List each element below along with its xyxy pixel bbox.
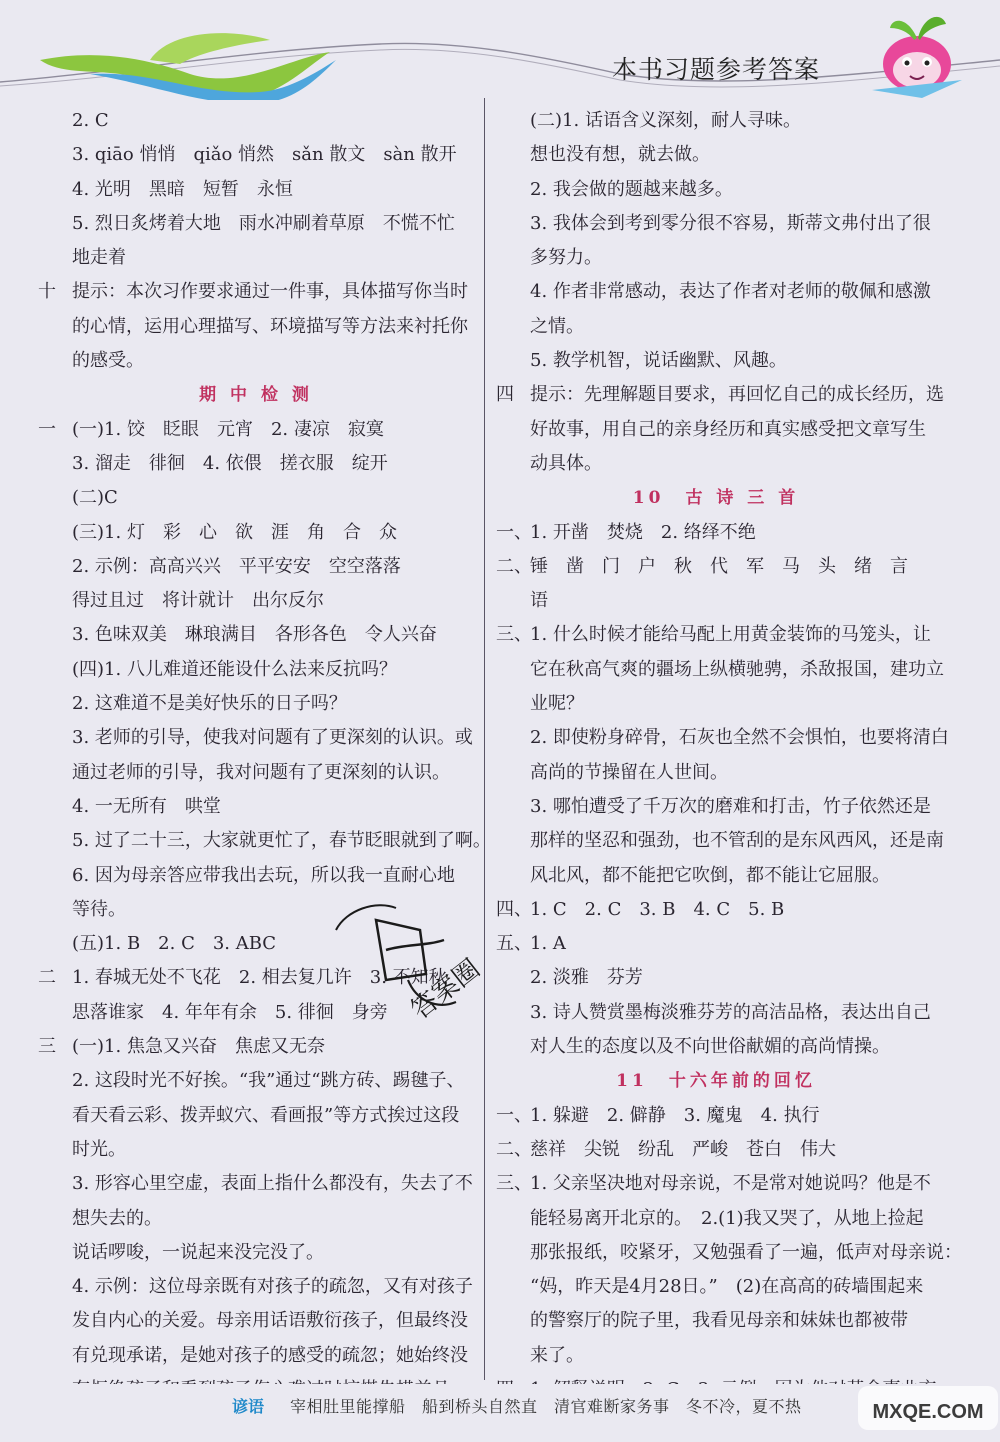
stamp-text: 答案圈 [405, 953, 486, 1026]
answer-line [496, 893, 936, 927]
answer-text: 时光。 [72, 1138, 126, 1160]
answer-line [496, 790, 936, 824]
answer-text: 4. 示例：这位母亲既有对孩子的疏忽，又有对孩子 [72, 1276, 473, 1298]
answer-line [38, 618, 474, 652]
answer-text: 锤 凿 门 户 秋 代 军 马 头 绪 言 [530, 555, 908, 577]
answer-line [38, 207, 474, 241]
answer-line [496, 173, 936, 207]
answer-text: 3. 形容心里空虚，表面上指什么都没有，失去了不 [72, 1173, 473, 1195]
answer-line [496, 138, 936, 172]
answer-line [38, 687, 474, 721]
question-number: 四 [496, 384, 514, 406]
answer-text: 那张报纸，咬紧牙，又勉强看了一遍，低声对母亲说： [530, 1241, 962, 1263]
section-heading: 期 中 检 测 [199, 385, 313, 406]
answer-text: 多努力。 [530, 247, 602, 269]
answer-text: 有兑现承诺，是她对孩子的感受的疏忽；她始终没 [72, 1344, 468, 1366]
answer-text: 1. A [530, 933, 566, 955]
answer-text: 思落谁家 4. 年年有余 5. 徘徊 身旁 [72, 1001, 388, 1023]
radish-mascot-icon [862, 6, 972, 101]
answer-text: 想也没有想，就去做。 [530, 144, 710, 166]
answer-text: 2. 这段时光不好挨。“我”通过“跳方砖、踢毽子、 [72, 1070, 465, 1092]
section-heading: 10 古 诗 三 首 [632, 488, 800, 509]
answer-line [496, 207, 936, 241]
answer-text: 语 [530, 590, 548, 612]
answer-line [496, 516, 936, 550]
answer-line [496, 721, 949, 755]
answer-line [496, 378, 944, 412]
answer-line [496, 961, 936, 995]
question-number: 一、 [496, 521, 532, 543]
answer-line [496, 413, 936, 447]
answer-text: 地走着 [72, 247, 126, 269]
watermark-text: MXQE.COM [872, 1401, 984, 1423]
answer-text: 3. 色味双美 琳琅满目 各形各色 令人兴奋 [72, 624, 437, 646]
answer-text: 4. 光明 黑暗 短暂 永恒 [72, 178, 293, 200]
answer-text: 之情。 [530, 315, 584, 337]
answer-line [496, 1339, 936, 1373]
answer-text: 1. 躲避 2. 僻静 3. 魔鬼 4. 执行 [530, 1104, 820, 1126]
answer-line [38, 447, 474, 481]
answer-text: (一)1. 饺 眨眼 元宵 2. 凄凉 寂寞 [72, 418, 384, 440]
answer-text: 1. 什么时候才能给马配上用黄金装饰的马笼头，让 [530, 624, 931, 646]
answer-text: 1. 父亲坚决地对母亲说，不是常对她说吗？他是不 [530, 1173, 931, 1195]
answer-line [496, 687, 936, 721]
answer-line [38, 584, 474, 618]
answer-line [38, 516, 474, 550]
answer-text: 2. C [72, 110, 109, 131]
question-number: 二 [38, 967, 56, 989]
answer-text: 能轻易离开北京的。 2.(1)我又哭了，从地上捡起 [530, 1207, 924, 1229]
answer-text: 3. 我体会到考到零分很不容易，斯蒂文弗付出了很 [530, 212, 931, 234]
page-header [0, 0, 1000, 100]
answer-text: 5. 烈日炙烤着大地 雨水冲刷着草原 不慌不忙 [72, 212, 455, 234]
answer-line [496, 1030, 936, 1064]
answer-line [38, 756, 474, 790]
answer-line [496, 1202, 936, 1236]
answer-line [496, 550, 936, 584]
answer-line [496, 241, 936, 275]
answer-line [496, 1099, 936, 1133]
question-number: 三、 [496, 624, 532, 646]
question-number: 二、 [496, 1138, 532, 1160]
answer-text: (五)1. B 2. C 3. ABC [72, 933, 277, 955]
answer-text: 看天看云彩、拨弄蚁穴、看画报”等方式挨过这段 [72, 1104, 460, 1126]
answer-text: 2. 这难道不是美好快乐的日子吗？ [72, 693, 347, 715]
answer-text: 得过且过 将计就计 出尔反尔 [72, 590, 324, 612]
answer-text: 好故事，用自己的亲身经历和真实感受把文章写生 [530, 418, 926, 440]
answer-line [38, 1064, 474, 1098]
answer-text: 2. 淡雅 芬芳 [530, 967, 643, 989]
answer-line [38, 344, 474, 378]
footer-proverbs: 宰相肚里能撑船 船到桥头自然直 清官难断家务事 冬不冷，夏不热 [290, 1397, 802, 1416]
answer-text: 1. C 2. C 3. B 4. C 5. B [530, 898, 785, 920]
answer-text: 3. 溜走 徘徊 4. 依偎 搓衣服 绽开 [72, 452, 388, 474]
answer-line [38, 413, 474, 447]
answer-text: 动具体。 [530, 452, 602, 474]
answer-stamp [316, 890, 486, 1030]
answer-text: 想失去的。 [72, 1207, 162, 1229]
answer-line [496, 104, 936, 138]
column-divider [484, 98, 485, 1380]
answer-line [38, 550, 474, 584]
answer-text: 3. 老师的引导，使我对问题有了更深刻的认识。或 [72, 727, 473, 749]
answer-line [38, 310, 474, 344]
answer-line [38, 1099, 474, 1133]
answer-line [496, 824, 944, 858]
answer-line [38, 173, 474, 207]
answer-line [496, 618, 936, 652]
answer-text: 2. 示例：高高兴兴 平平安安 空空落落 [72, 555, 401, 577]
answer-line [38, 859, 474, 893]
answer-text: 3. 诗人赞赏墨梅淡雅芬芳的高洁品格，表达出自己 [530, 1001, 931, 1023]
answer-text: 2. 我会做的题越来越多。 [530, 178, 733, 200]
answer-line [38, 1133, 474, 1167]
ribbon-decoration [0, 0, 1000, 100]
answer-line [38, 104, 474, 138]
answer-line [496, 859, 936, 893]
section-heading: 11 十六年前的回忆 [616, 1071, 816, 1092]
answer-text: “妈，昨天是4月28日。” (2)在高高的砖墙围起来 [530, 1276, 924, 1298]
answer-line [496, 1270, 936, 1304]
question-number: 四、 [496, 898, 532, 920]
footer-proverb-tag: 谚语 [232, 1397, 265, 1416]
left-column [38, 104, 491, 1442]
answer-line [38, 790, 474, 824]
answer-line [38, 241, 474, 275]
question-number: 十 [38, 281, 56, 303]
answer-line [38, 275, 474, 309]
answer-text: 说话啰唆，一说起来没完没了。 [72, 1241, 324, 1263]
answer-text: 高尚的节操留在人世间。 [530, 761, 728, 783]
answer-line [496, 653, 944, 687]
answer-line [496, 1167, 936, 1201]
answer-line [496, 584, 936, 618]
answer-text: 风北风，都不能把它吹倒，都不能让它屈服。 [530, 864, 890, 886]
answer-text: 业呢？ [530, 693, 584, 715]
answer-line [496, 1133, 936, 1167]
answer-text: (一)1. 焦急又兴奋 焦虑又无奈 [72, 1036, 325, 1058]
question-number: 一 [38, 418, 56, 440]
answer-line [496, 275, 936, 309]
answer-text: 通过老师的引导，我对问题有了更深刻的认识。 [72, 761, 450, 783]
answer-line [496, 996, 936, 1030]
answer-text: 提示：本次习作要求通过一件事，具体描写你当时 [72, 281, 468, 303]
answer-line [38, 1339, 474, 1373]
answer-text: 的警察厅的院子里，我看见母亲和妹妹也都被带 [530, 1310, 908, 1332]
question-number: 三 [38, 1036, 56, 1058]
answer-text: (二)1. 话语含义深刻，耐人寻味。 [530, 110, 801, 131]
answer-line [496, 1304, 936, 1338]
question-number: 三、 [496, 1173, 532, 1195]
answer-text: 1. 春城无处不飞花 2. 相去复几许 3. 不知秋 [72, 967, 447, 989]
answer-text: 等待。 [72, 898, 126, 920]
question-number: 一、 [496, 1104, 532, 1126]
answer-text: (三)1. 灯 彩 心 欲 涯 角 合 众 [72, 521, 397, 543]
answer-text: 1. 开凿 焚烧 2. 络绎不绝 [530, 521, 756, 543]
watermark-logo [856, 1380, 1000, 1437]
answer-line [496, 310, 936, 344]
answer-line [38, 653, 474, 687]
answer-text: 6. 因为母亲答应带我出去玩，所以我一直耐心地 [72, 864, 455, 886]
answer-text: 4. 作者非常感动，表达了作者对老师的敬佩和感激 [530, 281, 931, 303]
answer-line [38, 138, 474, 172]
answer-line [496, 927, 936, 961]
question-number: 五、 [496, 933, 532, 955]
answer-text: 那样的坚忍和强劲，也不管刮的是东风西风，还是南 [530, 830, 944, 852]
answer-text: 提示：先理解题目要求，再回忆自己的成长经历，选 [530, 384, 944, 406]
answer-text: 来了。 [530, 1344, 584, 1366]
answer-text: 5. 过了二十三，大家就更忙了，春节眨眼就到了啊。 [72, 830, 491, 852]
answer-text: 2. 即使粉身碎骨，石灰也全然不会惧怕，也要将清白 [530, 727, 949, 749]
question-number: 二、 [496, 555, 532, 577]
answer-line [38, 1236, 474, 1270]
answer-line [496, 756, 936, 790]
answer-text: (二)C [72, 487, 118, 509]
answer-line [38, 721, 474, 755]
header-title: 本书习题参考答案 [612, 55, 821, 84]
answer-line [38, 1304, 474, 1338]
answer-text: 它在秋高气爽的疆场上纵横驰骋，杀敌报国，建功立 [530, 658, 944, 680]
answer-line [496, 1236, 962, 1270]
answer-text: 的感受。 [72, 350, 144, 372]
answer-text: 发自内心的关爱。母亲用话语敷衍孩子，但最终没 [72, 1310, 468, 1332]
answer-line [496, 447, 936, 481]
answer-text: 3. 哪怕遭受了千万次的磨难和打击，竹子依然还是 [530, 795, 931, 817]
answer-line [38, 481, 474, 515]
answer-text: 5. 教学机智，说话幽默、风趣。 [530, 350, 787, 372]
right-column [496, 104, 962, 1442]
answer-text: 3. qiāo 悄悄 qiǎo 悄然 sǎn 散文 sàn 散开 [72, 144, 457, 166]
answer-line [38, 1167, 474, 1201]
answer-text: 对人生的态度以及不向世俗献媚的高尚情操。 [530, 1036, 890, 1058]
answer-line [38, 1202, 474, 1236]
answer-line [38, 1030, 474, 1064]
answer-text: 的心情，运用心理描写、环境描写等方法来衬托你 [72, 315, 468, 337]
answer-line [38, 824, 491, 858]
answer-text: (四)1. 八儿难道还能设什么法来反抗吗？ [72, 658, 397, 680]
answer-text: 慈祥 尖锐 纷乱 严峻 苍白 伟大 [530, 1138, 836, 1160]
answer-text: 4. 一无所有 哄堂 [72, 795, 221, 817]
answer-line [496, 344, 936, 378]
answer-line [38, 1270, 474, 1304]
